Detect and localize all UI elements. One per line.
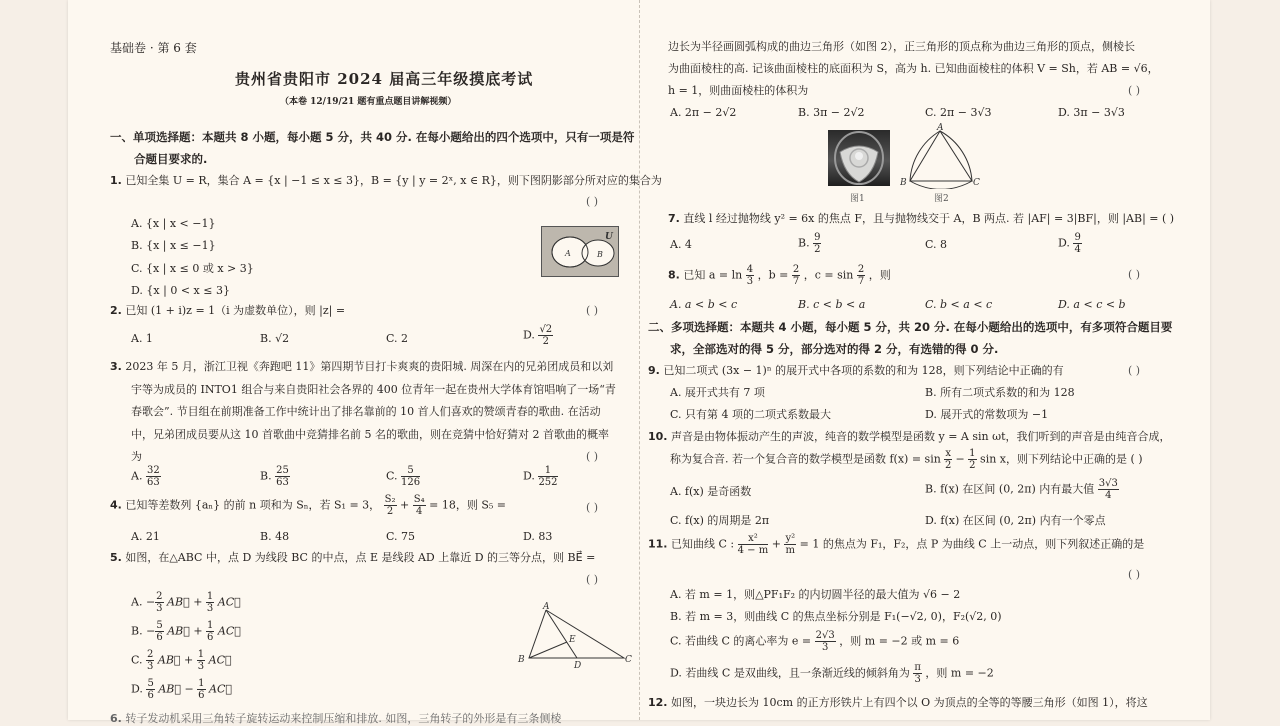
fraction bbox=[813, 232, 821, 255]
answer-bracket: ( ) bbox=[586, 195, 599, 208]
question-stem: 如图，在△ABC 中，点 D 为线段 BC 的中点，点 E 是线段 AD 上靠近 D 的三等分点，则 BE⃗ = bbox=[125, 551, 596, 564]
fraction bbox=[275, 465, 290, 488]
fraction bbox=[538, 324, 553, 347]
question-stem: 直线 l 经过抛物线 y² = 6x 的焦点 F，且与抛物线交于 A，B 两点. 若 |AF| = 3|BF|，则 |AB| = ( ) bbox=[683, 212, 1175, 225]
question-3 bbox=[110, 360, 613, 374]
question-number: 7. bbox=[668, 212, 680, 225]
numerator: 2 bbox=[147, 649, 154, 660]
option-a: A. {x | x < −1} bbox=[131, 217, 216, 230]
question-stem-line: 春歌会”. 节目组在前期准备工作中统计出了排名靠前的 10 首人们喜欢的赞颂青春的歌曲. 在活动 bbox=[131, 405, 601, 418]
question-number: 2. bbox=[110, 304, 122, 317]
question-stem: 已知曲线 C : bbox=[671, 537, 735, 551]
question-6-continued: 为曲面棱柱的高. 记该曲面棱柱的底面积为 S，高为 h. 已知曲面棱柱的体积 V = Sh，若 AB = √6， bbox=[668, 62, 1159, 75]
question-stem: 转子发动机采用三角转子旋转运动来控制压缩和排放. 如图，三角转子的外形是有三条侧棱 bbox=[125, 712, 562, 725]
question-number: 3. bbox=[110, 360, 122, 373]
option-a bbox=[131, 465, 161, 488]
denominator: 2 bbox=[542, 336, 549, 347]
option-b bbox=[260, 465, 290, 488]
numerator: 3√3 bbox=[1098, 478, 1118, 489]
question-4: 4. 已知等差数列 {aₙ} 的前 n 项和为 Sₙ，若 S₁ = 3， $\frac{\text{S₂}}{2}$ + $\frac{\text{S₄}}{4}$ = 18，则 S₅ = bbox=[110, 494, 506, 517]
vertex-label-e: E bbox=[569, 635, 576, 645]
question-6-start bbox=[110, 712, 561, 726]
option-d bbox=[1058, 232, 1082, 255]
fraction bbox=[206, 591, 214, 614]
fraction bbox=[384, 494, 397, 517]
fraction bbox=[746, 264, 754, 287]
option-label: B. bbox=[798, 236, 810, 250]
option-text: D. 若曲线 C 是双曲线，且一条渐近线的倾斜角为 bbox=[670, 666, 910, 680]
fraction bbox=[1098, 478, 1119, 501]
numerator: 1 bbox=[198, 678, 205, 689]
question-stem: ，c = sin bbox=[803, 268, 854, 282]
option-d: D. f(x) 在区间 (0, 2π) 内有一个零点 bbox=[925, 514, 1106, 527]
question-number: 5. bbox=[110, 551, 122, 564]
answer-bracket: ( ) bbox=[1128, 84, 1141, 97]
numerator: 32 bbox=[146, 465, 160, 476]
question-stem-line: 中，兄弟团成员要从这 10 首歌曲中竞猜排名前 5 名的歌曲，则在竞猜中恰好猜对 2 首歌曲的概率 bbox=[131, 428, 609, 441]
question-stem: 已知等差数列 {aₙ} 的前 n 项和为 Sₙ，若 S₁ = 3， bbox=[125, 498, 381, 512]
option-c bbox=[386, 465, 420, 488]
option-c: C. b < a < c bbox=[925, 298, 993, 311]
numerator: 25 bbox=[276, 465, 289, 476]
denominator: 3 bbox=[156, 603, 163, 614]
numerator: 1 bbox=[197, 649, 205, 660]
option-c: C. f(x) 的周期是 2π bbox=[670, 514, 770, 527]
vector-ab: AB⃗ bbox=[157, 653, 181, 667]
numerator: y² bbox=[785, 533, 796, 544]
fraction bbox=[155, 620, 163, 643]
option-label: A. bbox=[131, 595, 143, 609]
venn-diagram bbox=[541, 226, 619, 277]
option-d: D. 83 bbox=[523, 530, 553, 543]
question-7 bbox=[668, 212, 1174, 226]
option-b bbox=[131, 620, 241, 643]
denominator: m bbox=[785, 545, 796, 556]
fraction bbox=[401, 465, 420, 488]
fraction bbox=[968, 448, 976, 471]
numerator: 5 bbox=[147, 678, 154, 689]
column-divider bbox=[639, 0, 640, 720]
numerator: 1 bbox=[538, 465, 557, 477]
option-text: B. f(x) 在区间 (0, 2π) 内有最大值 bbox=[925, 482, 1095, 496]
operator: + bbox=[771, 537, 781, 551]
option-d: D. a < c < b bbox=[1058, 298, 1126, 311]
option-label: B. bbox=[260, 469, 272, 483]
question-stem: 如图，一块边长为 10cm 的正方形铁片上有四个以 O 为顶点的全等的等腰三角形（如图 1），将这 bbox=[671, 696, 1148, 709]
denominator: 3 bbox=[746, 276, 754, 287]
answer-bracket: ( ) bbox=[586, 573, 599, 586]
fraction bbox=[857, 264, 865, 287]
question-10 bbox=[648, 430, 1171, 444]
question-1 bbox=[110, 174, 662, 188]
operator: + bbox=[193, 624, 203, 638]
fraction bbox=[197, 678, 205, 701]
fraction bbox=[784, 533, 796, 556]
question-number: 11. bbox=[648, 537, 668, 551]
question-stem: 已知 a = ln bbox=[683, 268, 743, 282]
denominator: 6 bbox=[147, 690, 154, 701]
question-10-line2 bbox=[670, 448, 1143, 471]
numerator: 1 bbox=[206, 591, 214, 602]
question-9 bbox=[648, 364, 1064, 378]
numerator: S₄ bbox=[413, 494, 425, 505]
numerator: S₂ bbox=[384, 494, 396, 505]
question-2 bbox=[110, 304, 345, 318]
fraction bbox=[815, 630, 836, 653]
option-a: A. 1 bbox=[131, 332, 153, 345]
question-number: 1. bbox=[110, 174, 122, 187]
option-c: C. 2 bbox=[386, 332, 409, 345]
denominator: 7 bbox=[857, 276, 865, 287]
option-label: D. bbox=[131, 682, 143, 696]
option-c: C. {x | x ≤ 0 或 x > 3} bbox=[131, 262, 254, 275]
option-d bbox=[670, 662, 994, 685]
question-stem: 称为复合音. 若一个复合音的数学模型是函数 f(x) = sin bbox=[670, 452, 941, 466]
denominator: 2 bbox=[814, 244, 821, 255]
option-b: B. 若 m = 3，则曲线 C 的焦点坐标分别是 F₁(−√2, 0)，F₂(√2, 0) bbox=[670, 610, 1002, 623]
denominator: 4 − m bbox=[737, 545, 769, 556]
numerator: 1 bbox=[207, 620, 214, 631]
denominator: 4 bbox=[1074, 244, 1081, 255]
question-stem: 已知全集 U = R，集合 A = {x | −1 ≤ x ≤ 3}，B = {y | y = 2ˣ, x ∈ R}，则下图阴影部分所对应的集合为 bbox=[125, 174, 662, 187]
question-number: 8. bbox=[668, 268, 680, 282]
option-a: A. f(x) 是奇函数 bbox=[670, 485, 752, 498]
answer-bracket: ( ) bbox=[586, 450, 599, 463]
numerator: 2 bbox=[792, 264, 800, 275]
option-a bbox=[131, 591, 241, 614]
question-number: 9. bbox=[648, 364, 660, 377]
question-6-continued: h = 1，则曲面棱柱的体积为 bbox=[668, 84, 809, 97]
fraction bbox=[538, 465, 557, 488]
option-text: C. 若曲线 C 的离心率为 e = bbox=[670, 634, 812, 648]
question-stem: 声音是由物体振动产生的声波，纯音的数学模型是函数 y = A sin ωt，我们听到的声音是由纯音合成， bbox=[671, 430, 1171, 443]
question-stem-line: 为 bbox=[131, 450, 142, 463]
question-number: 6. bbox=[110, 712, 122, 725]
denominator: 2 bbox=[944, 460, 952, 471]
option-c bbox=[670, 630, 959, 653]
option-c: C. 8 bbox=[925, 238, 948, 251]
option-b: B. c < b < a bbox=[798, 298, 866, 311]
question-stem-line: 2023 年 5 月，浙江卫视《奔跑吧 11》第四期节目打卡爽爽的贵阳城. 周深在内的兄弟团成员和以刘 bbox=[125, 360, 614, 373]
option-d bbox=[523, 324, 553, 347]
vertex-label-a: A bbox=[543, 602, 550, 612]
fraction bbox=[792, 264, 800, 287]
option-b: B. {x | x ≤ −1} bbox=[131, 239, 216, 252]
answer-bracket: ( ) bbox=[1128, 568, 1141, 581]
option-b bbox=[925, 478, 1119, 501]
option-a: A. 4 bbox=[670, 238, 692, 251]
question-5 bbox=[110, 551, 595, 565]
fraction bbox=[738, 533, 769, 556]
section1-heading: 一、单项选择题：本题共 8 小题，每小题 5 分，共 40 分. 在每小题给出的四个选项中，只有一项是符 bbox=[110, 130, 635, 144]
operator: − bbox=[184, 682, 194, 696]
denominator: 6 bbox=[198, 690, 205, 701]
question-number: 4. bbox=[110, 498, 122, 512]
page-subtitle: （本卷 12/19/21 题有重点题目讲解视频） bbox=[280, 97, 457, 107]
option-label: C. bbox=[131, 653, 143, 667]
question-stem: ，b = bbox=[757, 268, 789, 282]
fraction bbox=[1073, 232, 1081, 255]
sign: − bbox=[145, 595, 156, 609]
question-stem: sin x，则下列结论中正确的是 ( ) bbox=[980, 452, 1143, 466]
option-text: ，则 m = −2 或 m = 6 bbox=[839, 634, 960, 648]
option-label: A. bbox=[131, 469, 143, 483]
vector-ab: AB⃗ bbox=[167, 595, 190, 609]
denominator: 3 bbox=[147, 661, 154, 672]
vector-ac: AC⃗ bbox=[208, 653, 232, 667]
operator: + bbox=[184, 653, 194, 667]
vector-ac: AC⃗ bbox=[217, 624, 241, 638]
section2-heading: 二、多项选择题：本题共 4 小题，每小题 5 分，共 20 分. 在每小题给出的选项中，有多项符合题目要 bbox=[648, 320, 1173, 334]
denominator: 126 bbox=[401, 477, 421, 488]
numerator: 2√3 bbox=[815, 630, 835, 641]
series-label: 基础卷 · 第 6 套 bbox=[110, 41, 197, 55]
option-b: B. 3π − 2√2 bbox=[798, 106, 865, 119]
denominator: 6 bbox=[207, 632, 214, 643]
fraction bbox=[913, 662, 922, 685]
denominator: 4 bbox=[1105, 490, 1112, 501]
answer-bracket: ( ) bbox=[586, 304, 599, 317]
numerator: x bbox=[945, 448, 951, 459]
fraction bbox=[146, 678, 154, 701]
denominator: 7 bbox=[792, 276, 800, 287]
figure-2-caption: 图2 bbox=[934, 194, 949, 204]
numerator: 2 bbox=[156, 591, 163, 602]
option-a: A. 若 m = 1，则△PF₁F₂ 的内切圆半径的最大值为 √6 − 2 bbox=[670, 588, 961, 601]
denominator: 252 bbox=[538, 477, 558, 488]
numerator: x² bbox=[738, 533, 769, 545]
denominator: 2 bbox=[969, 460, 976, 471]
vertex-label-d: D bbox=[574, 661, 582, 668]
fraction bbox=[197, 649, 205, 672]
denominator: 3 bbox=[206, 603, 214, 614]
numerator: 9 bbox=[1074, 232, 1081, 243]
denominator: 4 bbox=[415, 506, 423, 517]
answer-bracket: ( ) bbox=[1128, 268, 1141, 281]
fraction bbox=[155, 591, 163, 614]
option-a: A. 21 bbox=[131, 530, 160, 543]
option-label: D. bbox=[523, 469, 535, 483]
reuleaux-triangle-figure bbox=[900, 123, 980, 189]
question-number: 10. bbox=[648, 430, 668, 443]
option-c bbox=[131, 649, 232, 672]
option-d: D. {x | 0 < x ≤ 3} bbox=[131, 284, 230, 297]
question-stem-line: 宇等为成员的 INTO1 组合与来自贵阳社会各界的 400 位青年一起在贵州大学体育馆唱响了一场“青 bbox=[131, 383, 616, 396]
venn-label-u: U bbox=[605, 232, 613, 242]
vertex-label-c: C bbox=[973, 178, 980, 188]
fraction bbox=[146, 465, 161, 488]
fraction bbox=[206, 620, 214, 643]
numerator: π bbox=[914, 662, 921, 673]
question-12 bbox=[648, 696, 1148, 710]
question-stem: = 1 的焦点为 F₁，F₂，点 P 为曲线 C 上一动点，则下列叙述正确的是 bbox=[799, 537, 1145, 551]
option-d bbox=[131, 678, 232, 701]
option-d: D. 展开式的常数项为 −1 bbox=[925, 408, 1049, 421]
venn-label-b: B bbox=[597, 250, 603, 259]
numerator: 2 bbox=[857, 264, 865, 275]
option-a: A. a < b < c bbox=[670, 298, 738, 311]
numerator: √2 bbox=[539, 324, 553, 335]
fraction bbox=[146, 649, 154, 672]
vertex-label-b: B bbox=[900, 178, 907, 188]
option-b: B. 所有二项式系数的和为 128 bbox=[925, 386, 1075, 399]
option-a: A. 2π − 2√2 bbox=[670, 106, 737, 119]
option-b: B. √2 bbox=[260, 332, 290, 345]
sign: − bbox=[146, 624, 156, 638]
question-stem: = 18，则 S₅ = bbox=[429, 498, 506, 512]
option-label: D. bbox=[1058, 236, 1070, 250]
numerator: 1 bbox=[969, 448, 976, 459]
answer-bracket: ( ) bbox=[1128, 364, 1141, 377]
denominator: 3 bbox=[914, 674, 921, 685]
operator: + bbox=[193, 595, 203, 609]
numerator: 9 bbox=[814, 232, 821, 243]
question-stem: ，则 bbox=[868, 268, 891, 282]
option-label: D. bbox=[523, 328, 535, 342]
rotary-engine-photo bbox=[828, 130, 890, 186]
option-d bbox=[523, 465, 558, 488]
answer-bracket: ( ) bbox=[586, 501, 599, 514]
denominator: 63 bbox=[146, 477, 160, 488]
venn-label-a: A bbox=[565, 249, 571, 258]
fraction bbox=[944, 448, 952, 471]
denominator: 3 bbox=[197, 661, 205, 672]
option-c: C. 只有第 4 项的二项式系数最大 bbox=[670, 408, 832, 421]
option-b: B. 48 bbox=[260, 530, 290, 543]
operator: − bbox=[955, 452, 965, 466]
question-number: 12. bbox=[648, 696, 668, 709]
denominator: 63 bbox=[276, 477, 289, 488]
fraction bbox=[413, 494, 426, 517]
vector-ac: AC⃗ bbox=[209, 682, 233, 696]
question-6-continued: 边长为半径画圆弧构成的曲边三角形（如图 2），正三角形的顶点称为曲边三角形的顶点，侧棱长 bbox=[668, 40, 1135, 53]
question-stem: 已知二项式 (3x − 1)ⁿ 的展开式中各项的系数的和为 128，则下列结论中正确的有 bbox=[663, 364, 1064, 377]
option-c: C. 2π − 3√3 bbox=[925, 106, 992, 119]
rotor-image bbox=[828, 130, 890, 186]
section2-heading-cont: 求，全部选对的得 5 分，部分选对的得 2 分，有选错的得 0 分. bbox=[670, 342, 999, 356]
numerator: 5 bbox=[156, 620, 163, 631]
question-stem: 已知 (1 + i)z = 1（i 为虚数单位），则 |z| = bbox=[125, 304, 346, 317]
question-8 bbox=[668, 264, 891, 287]
option-label: B. bbox=[131, 624, 143, 638]
figure-1-caption: 图1 bbox=[850, 194, 865, 204]
option-label: C. bbox=[386, 469, 398, 483]
option-d: D. 3π − 3√3 bbox=[1058, 106, 1125, 119]
vector-ac: AC⃗ bbox=[217, 595, 241, 609]
exam-page bbox=[68, 0, 1210, 725]
vertex-label-a: A bbox=[937, 123, 944, 133]
option-a: A. 展开式共有 7 项 bbox=[670, 386, 765, 399]
option-c: C. 75 bbox=[386, 530, 416, 543]
page-title: 贵州省贵阳市 2024 届高三年级摸底考试 bbox=[235, 70, 534, 88]
denominator: 2 bbox=[386, 506, 394, 517]
denominator: 6 bbox=[156, 632, 163, 643]
numerator: 4 bbox=[746, 264, 754, 275]
numerator: 5 bbox=[401, 465, 420, 477]
question-11 bbox=[648, 533, 1144, 556]
vertex-label-b: B bbox=[518, 655, 525, 665]
option-text: ，则 m = −2 bbox=[925, 666, 994, 680]
section1-heading-cont: 合题目要求的. bbox=[134, 152, 208, 166]
triangle-abc-figure bbox=[517, 602, 632, 668]
denominator: 3 bbox=[822, 642, 829, 653]
vertex-label-c: C bbox=[625, 655, 632, 665]
vector-ab: AB⃗ bbox=[158, 682, 181, 696]
vector-ab: AB⃗ bbox=[167, 624, 190, 638]
option-b bbox=[798, 232, 821, 255]
